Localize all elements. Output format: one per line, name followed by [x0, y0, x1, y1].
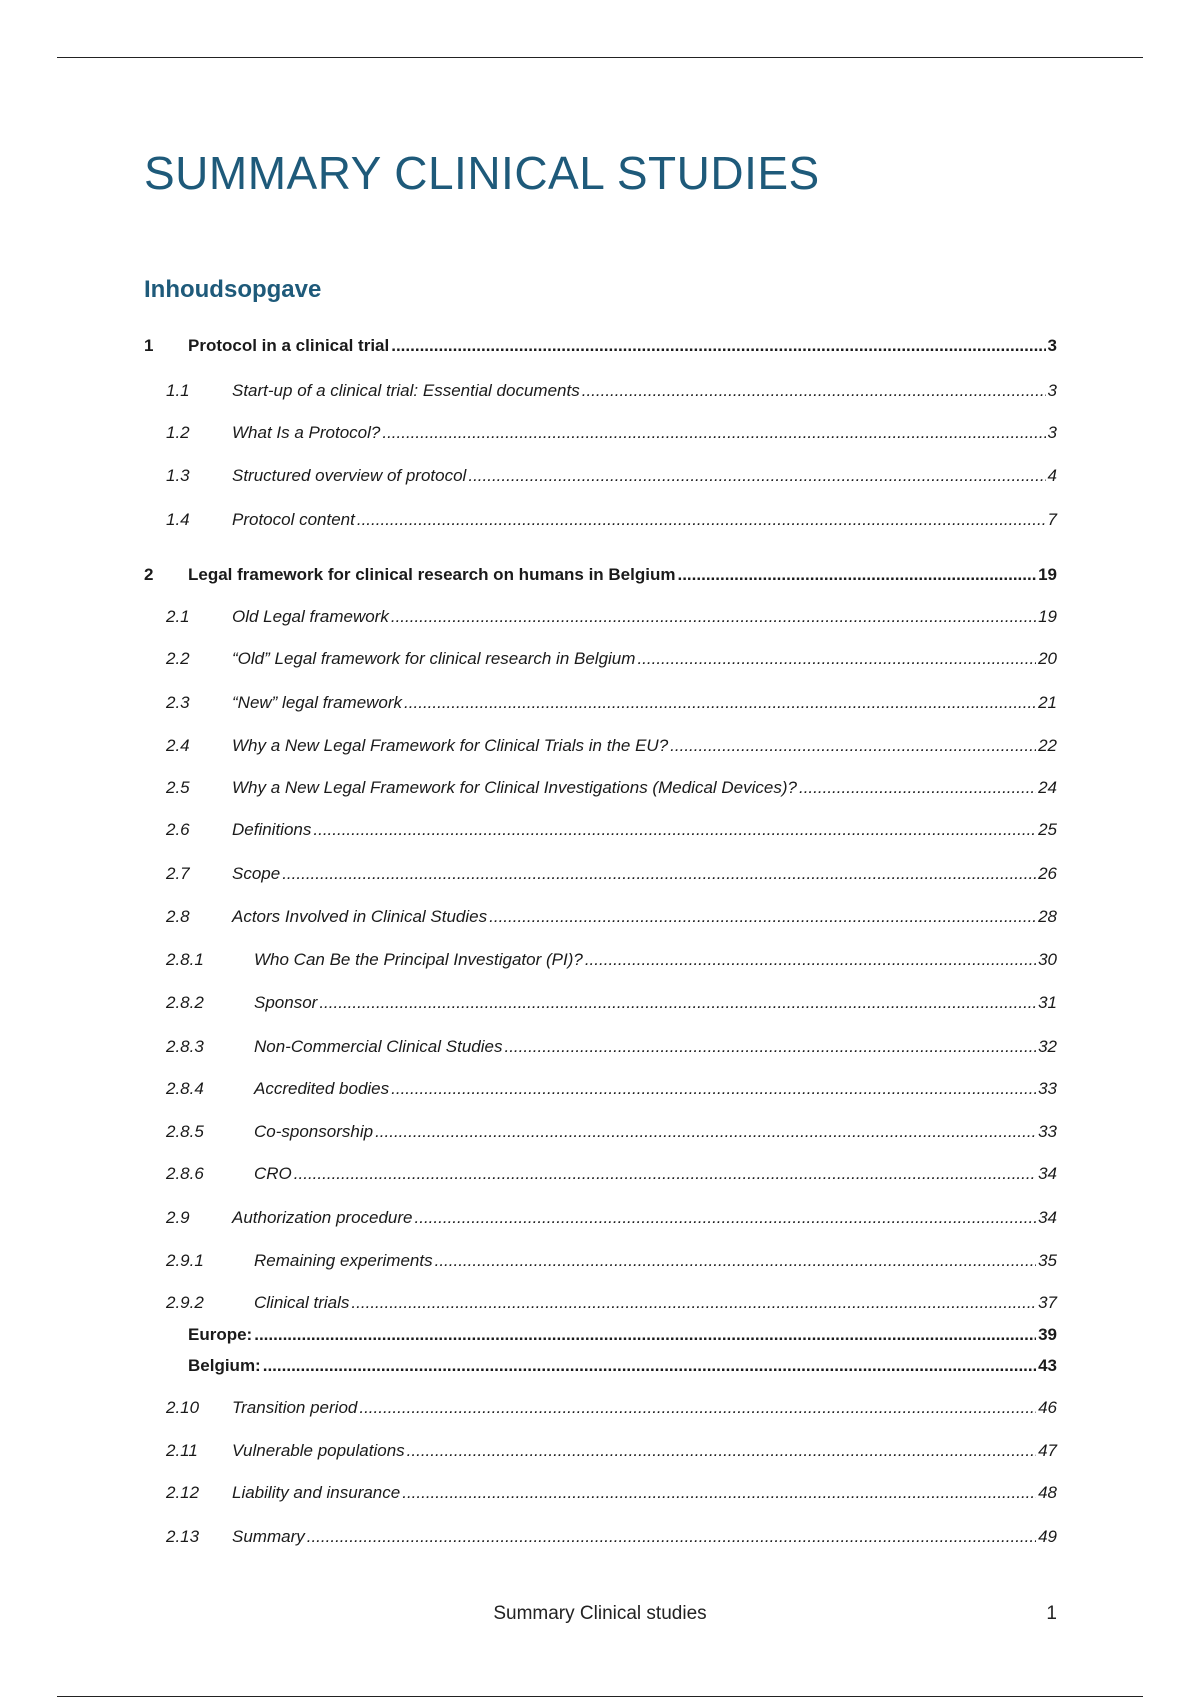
toc-leader	[294, 1162, 1036, 1186]
toc-number: 1.1	[166, 381, 190, 400]
toc-entry[interactable]	[166, 1206, 1057, 1230]
toc-entry[interactable]	[166, 1077, 1057, 1101]
toc-number: 2.4	[166, 736, 190, 755]
toc-leader	[670, 734, 1036, 758]
toc-label: Clinical trials	[254, 1293, 350, 1312]
toc-label: Transition period	[232, 1398, 358, 1417]
toc-label: Start-up of a clinical trial: Essential documents	[232, 381, 580, 400]
toc-label: Co-sponsorship	[254, 1122, 374, 1141]
toc-number: 1.2	[166, 423, 190, 442]
toc-entry[interactable]	[144, 563, 1057, 587]
toc-leader	[435, 1249, 1036, 1273]
toc-number: 2.9.1	[166, 1251, 204, 1270]
document-title: SUMMARY CLINICAL STUDIES	[144, 147, 820, 199]
toc-page: 21	[1038, 693, 1057, 712]
toc-number: 2.12	[166, 1483, 200, 1502]
toc-leader	[402, 1481, 1036, 1505]
toc-page: 26	[1038, 864, 1057, 883]
toc-label: Accredited bodies	[254, 1079, 390, 1098]
toc-number: 2.8.1	[166, 950, 204, 969]
toc-entry[interactable]	[166, 647, 1057, 671]
toc-page: 20	[1038, 649, 1057, 668]
toc-label: Europe:	[188, 1325, 253, 1344]
toc-label: Sponsor	[254, 993, 318, 1012]
toc-entry[interactable]	[166, 1291, 1057, 1315]
toc-number: 2.9	[166, 1208, 190, 1227]
toc-entry[interactable]	[166, 1525, 1057, 1549]
toc-leader	[415, 1206, 1037, 1230]
toc-leader	[263, 1354, 1036, 1378]
toc-page: 32	[1038, 1037, 1057, 1056]
toc-label: Structured overview of protocol	[232, 466, 467, 485]
toc-entry[interactable]	[166, 862, 1057, 886]
toc-number: 2.8.3	[166, 1037, 204, 1056]
footer-title: Summary Clinical studies	[493, 1603, 707, 1624]
toc-entry[interactable]	[166, 1396, 1057, 1420]
toc-number: 2.9.2	[166, 1293, 204, 1312]
toc-leader	[404, 691, 1036, 715]
toc-label: Legal framework for clinical research on humans in Belgium	[188, 565, 676, 584]
toc-number: 2.2	[166, 649, 190, 668]
toc-label: “New” legal framework	[232, 693, 403, 712]
toc-number: 2.6	[166, 820, 190, 839]
toc-entry[interactable]	[166, 605, 1057, 629]
toc-number: 2.10	[166, 1398, 200, 1417]
toc-leader	[357, 508, 1046, 532]
toc-page: 31	[1038, 993, 1057, 1012]
toc-leader	[359, 1396, 1036, 1420]
toc-heading: Inhoudsopgave	[144, 276, 322, 303]
toc-page: 34	[1038, 1164, 1057, 1183]
toc-entry[interactable]	[166, 1120, 1057, 1144]
toc-entry[interactable]	[166, 508, 1057, 532]
toc-page: 4	[1047, 466, 1057, 485]
toc-label: Liability and insurance	[232, 1483, 401, 1502]
toc-page: 19	[1038, 607, 1057, 626]
toc-page: 30	[1038, 950, 1057, 969]
toc-leader	[307, 1525, 1036, 1549]
toc-entry[interactable]	[166, 1439, 1057, 1463]
toc-number: 2.8	[166, 907, 190, 926]
toc-page: 37	[1038, 1293, 1057, 1312]
toc-page: 25	[1038, 820, 1057, 839]
toc-leader	[489, 905, 1036, 929]
toc-entry[interactable]	[188, 1354, 1057, 1378]
toc-number: 2.8.4	[166, 1079, 204, 1098]
toc-page: 19	[1038, 565, 1057, 584]
toc-entry[interactable]	[144, 334, 1057, 358]
toc-entry[interactable]	[166, 691, 1057, 715]
toc-leader	[582, 379, 1046, 403]
toc-page: 7	[1047, 510, 1057, 529]
toc-page: 47	[1038, 1441, 1057, 1460]
toc-number: 2.3	[166, 693, 190, 712]
toc-label: Why a New Legal Framework for Clinical Trials in the EU?	[232, 736, 669, 755]
toc-number: 2	[144, 565, 154, 584]
toc-entry[interactable]	[166, 948, 1057, 972]
toc-page: 35	[1038, 1251, 1057, 1270]
toc-leader	[391, 1077, 1036, 1101]
toc-label: Belgium:	[188, 1356, 261, 1375]
toc-page: 22	[1038, 736, 1057, 755]
toc-page: 34	[1038, 1208, 1057, 1227]
toc-page: 33	[1038, 1079, 1057, 1098]
toc-label: Vulnerable populations	[232, 1441, 405, 1460]
toc-page: 3	[1047, 381, 1057, 400]
toc-label: Why a New Legal Framework for Clinical Investigations (Medical Devices)?	[232, 778, 797, 797]
toc-number: 1.4	[166, 510, 190, 529]
toc-number: 2.11	[166, 1441, 198, 1460]
toc-entry[interactable]	[166, 818, 1057, 842]
toc-number: 2.13	[166, 1527, 200, 1546]
toc-page: 3	[1047, 336, 1057, 355]
toc-label: Actors Involved in Clinical Studies	[232, 907, 488, 926]
toc-leader	[282, 862, 1036, 886]
toc-leader	[391, 605, 1036, 629]
toc-label: CRO	[254, 1164, 292, 1183]
toc-entry[interactable]	[166, 1162, 1057, 1186]
toc-label: “Old” Legal framework for clinical research in Belgium	[232, 649, 636, 668]
toc-number: 2.1	[166, 607, 190, 626]
toc-label: Non-Commercial Clinical Studies	[254, 1037, 503, 1056]
toc-leader	[382, 421, 1045, 445]
toc-leader	[254, 1323, 1036, 1347]
toc-leader	[585, 948, 1036, 972]
toc-leader	[391, 334, 1045, 358]
toc-leader	[468, 464, 1045, 488]
toc-label: Old Legal framework	[232, 607, 389, 626]
toc-number: 2.7	[166, 864, 190, 883]
toc-leader	[313, 818, 1036, 842]
toc-leader	[351, 1291, 1036, 1315]
toc-number: 2.8.6	[166, 1164, 204, 1183]
toc-page: 33	[1038, 1122, 1057, 1141]
toc-entry[interactable]	[166, 464, 1057, 488]
toc-leader	[637, 647, 1036, 671]
toc-label: Summary	[232, 1527, 305, 1546]
toc-entry[interactable]	[166, 1481, 1057, 1505]
toc-leader	[677, 563, 1036, 587]
toc-leader	[319, 991, 1036, 1015]
footer-rule	[57, 1696, 1143, 1697]
toc-label: Protocol in a clinical trial	[188, 336, 390, 355]
toc-label: What Is a Protocol?	[232, 423, 381, 442]
toc-page: 48	[1038, 1483, 1057, 1502]
toc-leader	[799, 776, 1036, 800]
toc-label: Authorization procedure	[232, 1208, 413, 1227]
toc-label: Scope	[232, 864, 281, 883]
toc-page: 49	[1038, 1527, 1057, 1546]
toc-leader	[504, 1035, 1036, 1059]
toc-page: 39	[1038, 1325, 1057, 1344]
toc-number: 2.8.5	[166, 1122, 204, 1141]
toc-entry[interactable]	[166, 1035, 1057, 1059]
toc-number: 2.5	[166, 778, 190, 797]
footer-page-number: 1	[1046, 1603, 1057, 1624]
toc-leader	[375, 1120, 1036, 1144]
toc-label: Remaining experiments	[254, 1251, 433, 1270]
toc-number: 2.8.2	[166, 993, 204, 1012]
toc-entry[interactable]	[166, 1249, 1057, 1273]
toc-page: 46	[1038, 1398, 1057, 1417]
toc-leader	[407, 1439, 1036, 1463]
toc-label: Protocol content	[232, 510, 355, 529]
toc-number: 1	[144, 336, 154, 355]
toc-entry[interactable]	[166, 905, 1057, 929]
toc-page: 3	[1047, 423, 1057, 442]
toc-entry[interactable]	[166, 421, 1057, 445]
toc-label: Who Can Be the Principal Investigator (PI)?	[254, 950, 583, 969]
toc-entry[interactable]	[166, 991, 1057, 1015]
toc-entry[interactable]	[166, 379, 1057, 403]
toc-entry[interactable]	[166, 776, 1057, 800]
toc-entry[interactable]	[166, 734, 1057, 758]
toc-page: 43	[1038, 1356, 1057, 1375]
toc-entry[interactable]	[188, 1323, 1057, 1347]
toc-label: Definitions	[232, 820, 312, 839]
toc-page: 24	[1038, 778, 1057, 797]
toc-number: 1.3	[166, 466, 190, 485]
toc-page: 28	[1038, 907, 1057, 926]
